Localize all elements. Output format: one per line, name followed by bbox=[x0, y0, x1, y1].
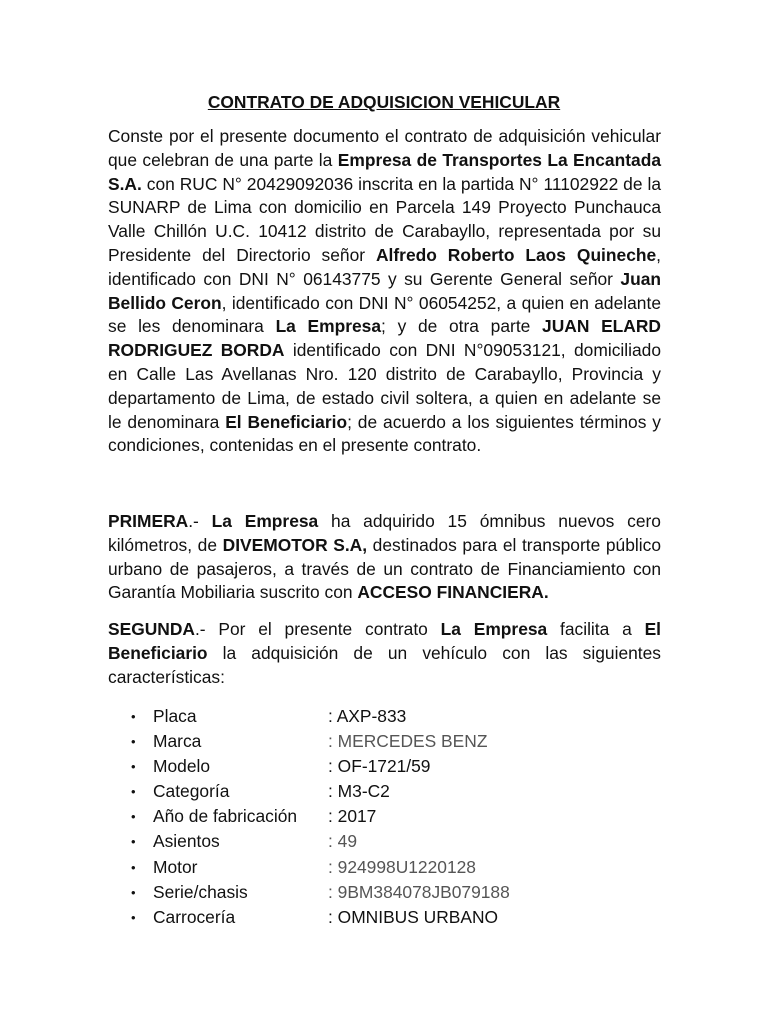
spec-value: : OF-1721/59 bbox=[328, 756, 431, 777]
intro-text: ; y de otra parte bbox=[381, 316, 543, 337]
clause-text: .- Por el presente contrato bbox=[194, 619, 441, 639]
spec-label: Modelo bbox=[153, 756, 211, 777]
financier-name: ACCESO FINANCIERA. bbox=[357, 582, 549, 603]
list-item bbox=[108, 704, 661, 729]
list-item bbox=[108, 754, 661, 779]
clause-segunda bbox=[108, 618, 661, 689]
spec-label: Carrocería bbox=[153, 906, 236, 927]
bullet-icon: • bbox=[131, 734, 136, 750]
president-name: Alfredo Roberto Laos Quineche bbox=[376, 244, 657, 265]
list-item bbox=[108, 905, 661, 930]
document-title: CONTRATO DE ADQUISICION VEHICULAR bbox=[207, 92, 561, 112]
spec-label: Marca bbox=[153, 731, 202, 752]
spec-value: : MERCEDES BENZ bbox=[328, 731, 488, 752]
term-el-beneficiario: El Beneficiario bbox=[225, 411, 348, 432]
list-item bbox=[108, 779, 661, 804]
supplier-name: DIVEMOTOR S.A, bbox=[222, 534, 368, 555]
spec-value: : 49 bbox=[328, 831, 358, 852]
bullet-icon: • bbox=[131, 784, 136, 800]
clause-text: facilita a bbox=[547, 619, 645, 639]
clause-text: destinados para el transporte público urbano de pasajeros, a través de un contrato de Financiamiento con Garantía Mobiliaria suscrito con bbox=[108, 534, 661, 603]
list-item bbox=[108, 829, 661, 854]
term-la-empresa: La Empresa bbox=[211, 511, 319, 531]
bullet-icon: • bbox=[131, 809, 136, 825]
intro-text: identificado con DNI N°09053121, domiciliado en Calle Las Avellanas Nro. 120 distrito de Carabayllo, Provincia y departamento de Lima, de estado civil soltera, a quien en adelante se le denominara bbox=[108, 340, 661, 432]
list-item bbox=[108, 804, 661, 829]
list-item bbox=[108, 729, 661, 754]
clause-text: ha adquirido 15 ómnibus nuevos cero kilómetros, de bbox=[108, 511, 661, 555]
term-la-empresa: La Empresa bbox=[440, 619, 548, 639]
company-name: Empresa de Transportes La Encantada S.A. bbox=[108, 149, 661, 194]
spec-label: Asientos bbox=[153, 831, 220, 852]
term-la-empresa: La Empresa bbox=[275, 316, 382, 337]
spec-value: : OMNIBUS URBANO bbox=[328, 906, 499, 927]
bullet-icon: • bbox=[131, 859, 136, 875]
intro-text: , identificado con DNI N° 06143775 y su Gerente General señor bbox=[108, 244, 661, 289]
vehicle-spec-list bbox=[108, 704, 661, 930]
manager-name: Juan Bellido Ceron bbox=[108, 268, 661, 313]
clause-primera bbox=[108, 510, 661, 605]
intro-text: con RUC N° 20429092036 inscrita en la partida N° 11102922 de la SUNARP de Lima con domicilio en Parcela 149 Proyecto Punchauca Valle Chillón U.C. 10412 distrito de Carabayllo, representada por su Presidente del Directorio señor bbox=[108, 173, 661, 265]
spec-value: : 9BM384078JB079188 bbox=[328, 881, 510, 902]
intro-paragraph bbox=[108, 125, 661, 458]
intro-text: , identificado con DNI N° 06054252, a quien en adelante se les denominara bbox=[108, 292, 661, 337]
spec-value: : M3-C2 bbox=[328, 781, 390, 802]
clause-text: .- bbox=[188, 511, 212, 531]
spec-label: Motor bbox=[153, 856, 198, 877]
term-el-beneficiario: El Beneficiario bbox=[108, 619, 661, 663]
bullet-icon: • bbox=[131, 909, 136, 925]
clause-text: la adquisición de un vehículo con las siguientes características: bbox=[108, 642, 661, 687]
spec-value: : 2017 bbox=[328, 806, 377, 827]
intro-text: ; de acuerdo a los siguientes términos y condiciones, contenidas en el presente contrato. bbox=[108, 411, 662, 456]
intro-text: Conste por el presente documento el contrato de adquisición vehicular que celebran de una parte la bbox=[108, 126, 661, 170]
list-item bbox=[108, 880, 661, 905]
spec-label: Serie/chasis bbox=[153, 881, 248, 902]
spec-label: Placa bbox=[153, 706, 197, 726]
bullet-icon: • bbox=[131, 709, 136, 724]
spec-label: Año de fabricación bbox=[153, 806, 298, 827]
spec-label: Categoría bbox=[153, 781, 230, 802]
spec-value: : 924998U1220128 bbox=[328, 856, 476, 877]
bullet-icon: • bbox=[131, 884, 136, 900]
list-item bbox=[108, 855, 661, 880]
bullet-icon: • bbox=[131, 834, 136, 850]
beneficiary-name: JUAN ELARD RODRIGUEZ BORDA bbox=[108, 316, 661, 361]
bullet-icon: • bbox=[131, 759, 136, 775]
spec-value: : AXP-833 bbox=[328, 706, 407, 726]
clause-label: PRIMERA bbox=[108, 511, 189, 531]
clause-label: SEGUNDA bbox=[108, 619, 195, 639]
